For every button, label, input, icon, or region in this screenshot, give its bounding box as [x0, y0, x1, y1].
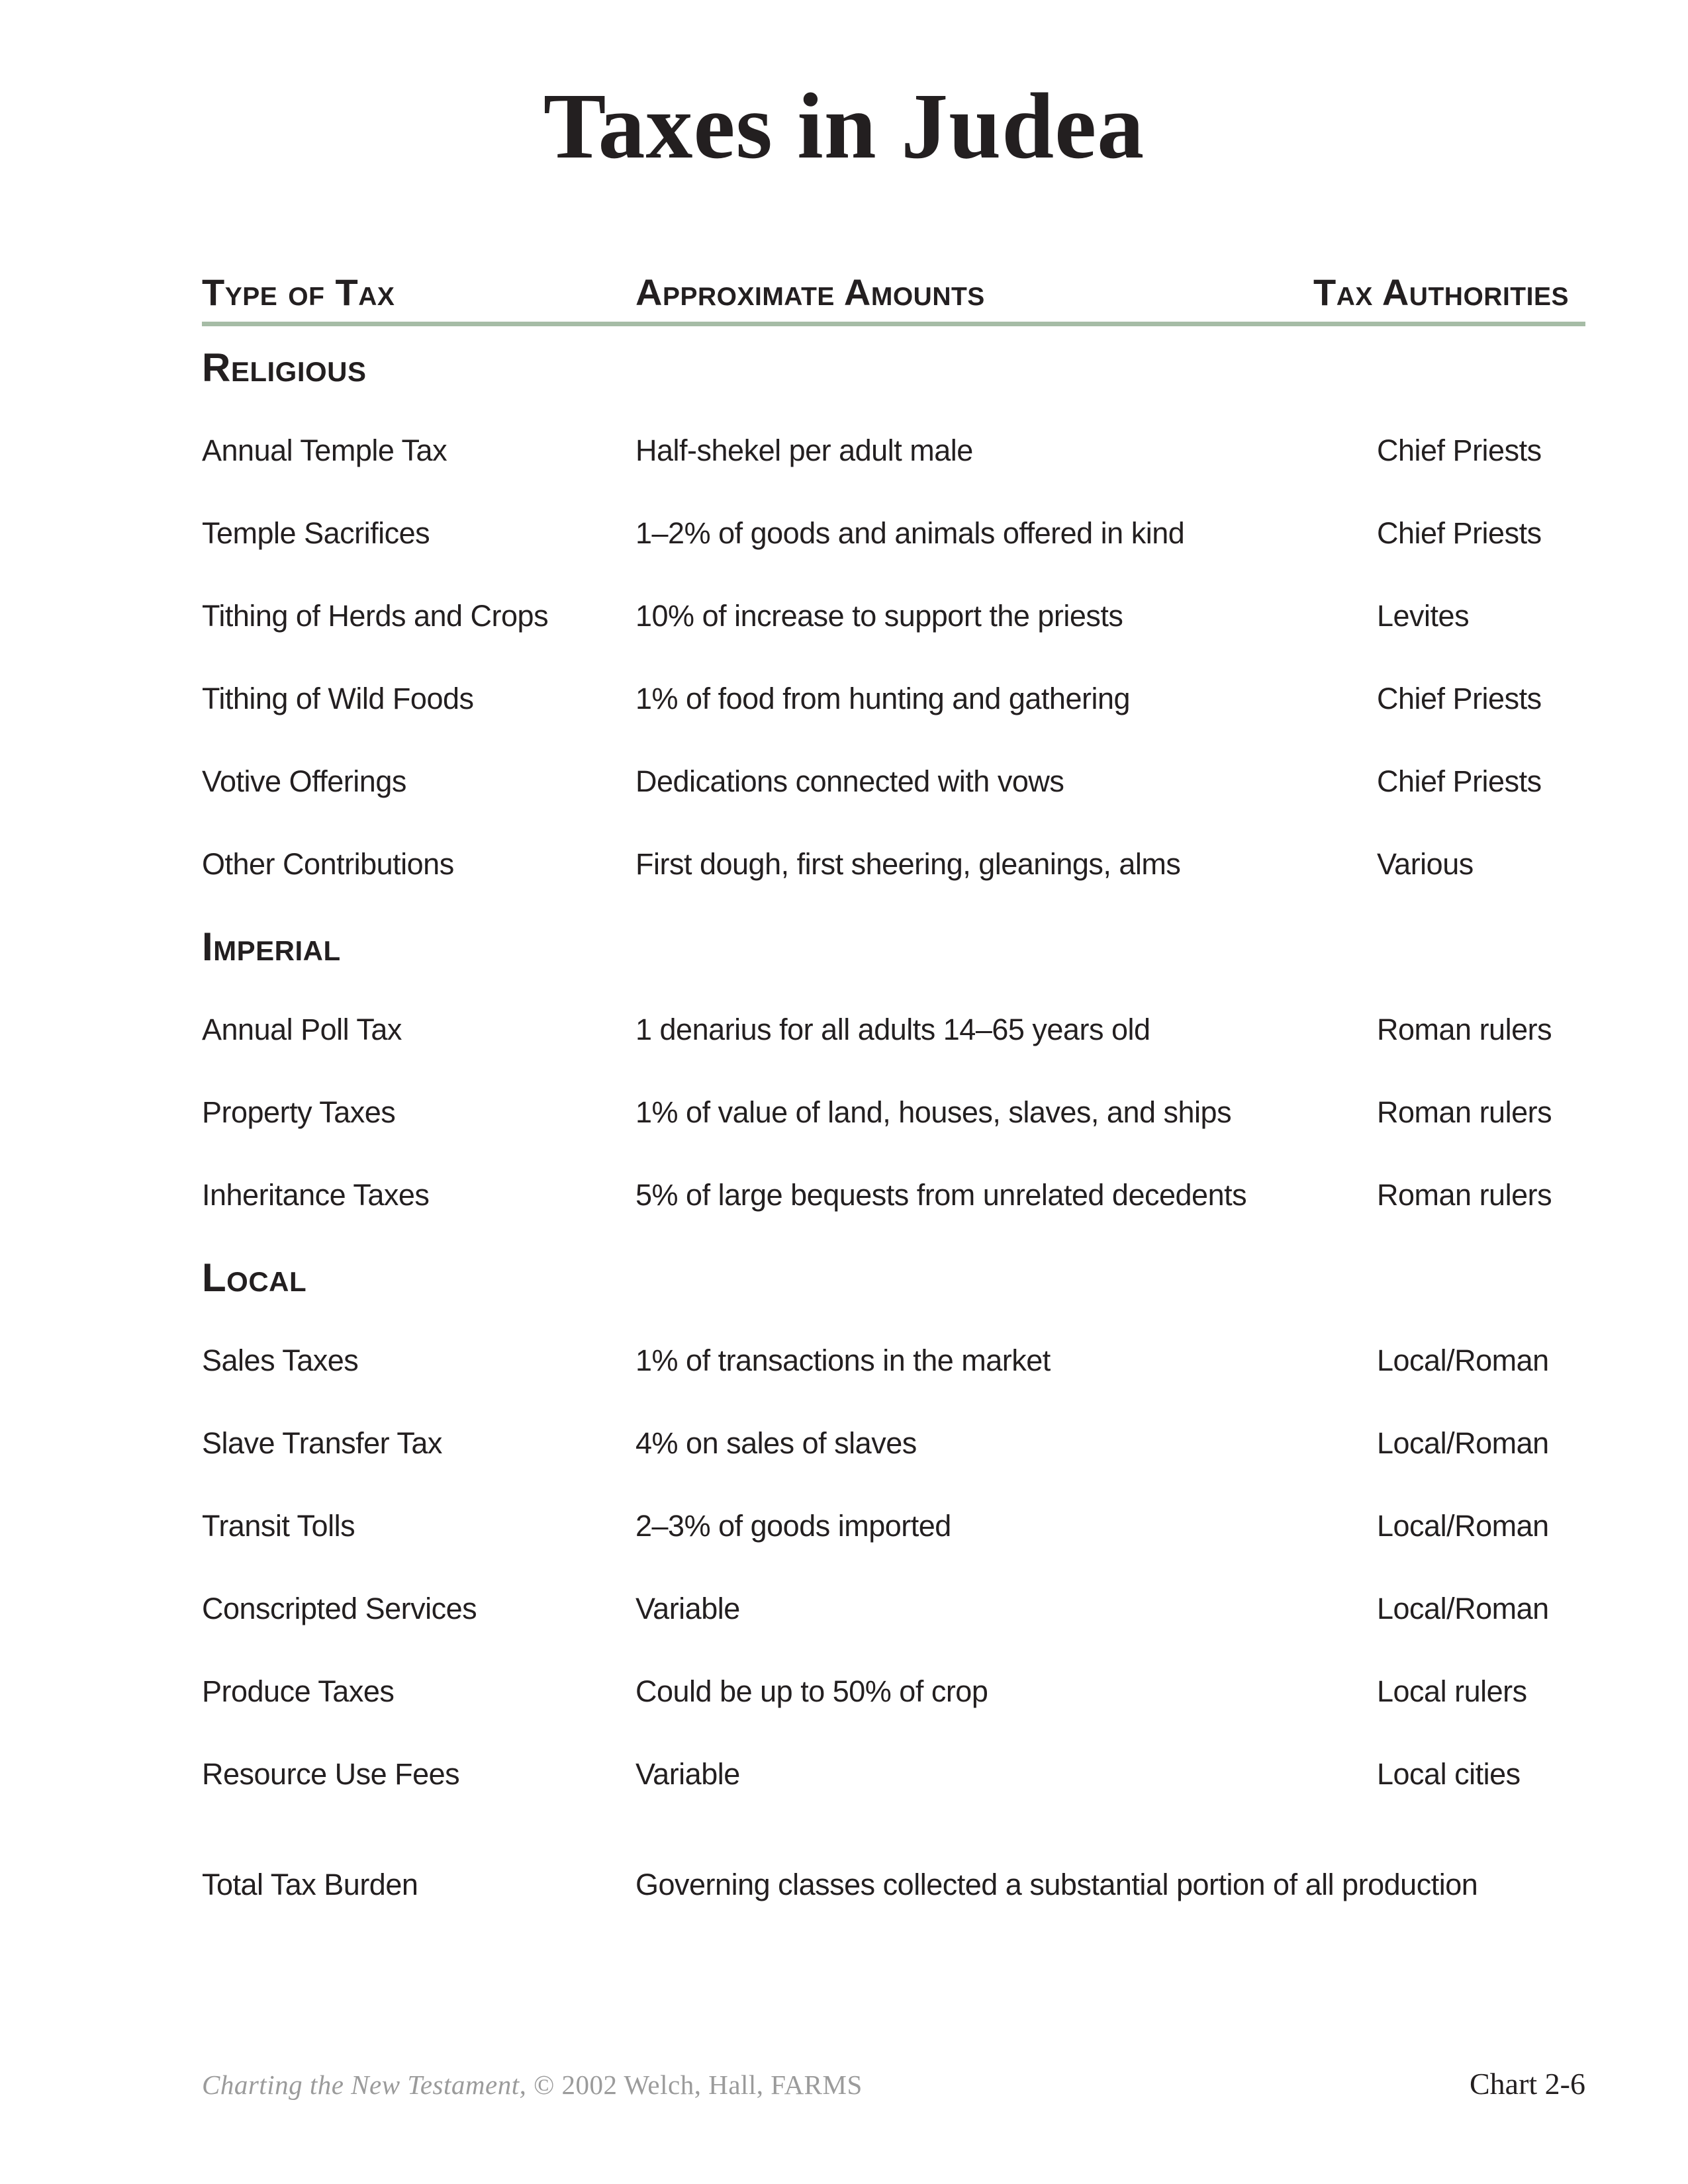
tax-type-cell: Annual Poll Tax [202, 1012, 402, 1046]
amount-cell: 1% of food from hunting and gathering [635, 681, 1131, 715]
authority-cell: Local/Roman [1377, 1426, 1549, 1460]
table-row [202, 1650, 1585, 1733]
authority-cell: Chief Priests [1377, 764, 1542, 798]
authority-cell: Roman rulers [1377, 1177, 1552, 1212]
authority-cell: Chief Priests [1377, 516, 1542, 550]
amount-cell: 1% of value of land, houses, slaves, and ships [635, 1095, 1232, 1129]
amount-cell: Dedications connected with vows [635, 764, 1064, 798]
tax-type-cell: Transit Tolls [202, 1508, 355, 1543]
amount-cell: Half-shekel per adult male [635, 433, 973, 467]
amount-cell: Governing classes collected a substantial portion of all production [635, 1867, 1478, 1901]
chart-number: Chart 2-6 [1469, 2067, 1585, 2101]
tax-type-cell: Produce Taxes [202, 1674, 395, 1708]
amount-cell: Variable [635, 1591, 740, 1625]
amount-cell: Variable [635, 1756, 740, 1791]
total-tax-burden-row [202, 1843, 1585, 1926]
table-row [202, 1484, 1585, 1567]
amount-cell: 10% of increase to support the priests [635, 598, 1123, 633]
tax-type-cell: Sales Taxes [202, 1343, 359, 1377]
source-book-title: Charting the New Testament, [202, 2070, 527, 2100]
authority-cell: Levites [1377, 598, 1470, 633]
amount-cell: 1–2% of goods and animals offered in kind [635, 516, 1185, 550]
authority-cell: Local/Roman [1377, 1508, 1549, 1543]
section-title: Religious [202, 345, 367, 390]
tax-type-cell: Slave Transfer Tax [202, 1426, 442, 1460]
table-row [202, 574, 1585, 657]
section-header-religious [202, 326, 1585, 409]
authority-cell: Local cities [1377, 1756, 1521, 1791]
source-credit [202, 2069, 863, 2101]
table-row [202, 492, 1585, 574]
page-footer [202, 2066, 1585, 2101]
authority-cell: Local/Roman [1377, 1591, 1549, 1625]
tax-type-cell: Other Contributions [202, 846, 454, 881]
table-row [202, 1154, 1585, 1236]
tax-type-cell: Total Tax Burden [202, 1867, 418, 1901]
tax-type-cell: Tithing of Wild Foods [202, 681, 474, 715]
section-title: Local [202, 1255, 307, 1300]
section-header-local [202, 1236, 1585, 1319]
authority-cell: Roman rulers [1377, 1012, 1552, 1046]
tax-type-cell: Tithing of Herds and Crops [202, 598, 549, 633]
header-divider-rule [202, 322, 1585, 326]
amount-cell: 5% of large bequests from unrelated decedents [635, 1177, 1247, 1212]
authority-cell: Local/Roman [1377, 1343, 1549, 1377]
column-header-tax-authorities: Tax Authorities [1313, 271, 1569, 313]
tax-type-cell: Resource Use Fees [202, 1756, 460, 1791]
page-title: Taxes in Judea [543, 73, 1145, 178]
authority-cell: Roman rulers [1377, 1095, 1552, 1129]
amount-cell: 1 denarius for all adults 14–65 years old [635, 1012, 1150, 1046]
amount-cell: 1% of transactions in the market [635, 1343, 1051, 1377]
table-row [202, 740, 1585, 823]
table-row [202, 1319, 1585, 1402]
tax-type-cell: Inheritance Taxes [202, 1177, 430, 1212]
table-row [202, 1071, 1585, 1154]
table-header-row [202, 259, 1585, 322]
column-header-type-of-tax: Type of Tax [202, 271, 395, 313]
authority-cell: Chief Priests [1377, 433, 1542, 467]
table-row [202, 823, 1585, 905]
tax-type-cell: Temple Sacrifices [202, 516, 430, 550]
source-copyright: © 2002 Welch, Hall, FARMS [526, 2070, 863, 2100]
tax-table [202, 259, 1585, 1926]
amount-cell: Could be up to 50% of crop [635, 1674, 988, 1708]
authority-cell: Local rulers [1377, 1674, 1527, 1708]
tax-type-cell: Property Taxes [202, 1095, 396, 1129]
tax-type-cell: Conscripted Services [202, 1591, 477, 1625]
table-row [202, 409, 1585, 492]
authority-cell: Chief Priests [1377, 681, 1542, 715]
tax-type-cell: Annual Temple Tax [202, 433, 447, 467]
amount-cell: 2–3% of goods imported [635, 1508, 951, 1543]
table-row [202, 657, 1585, 740]
table-row [202, 1733, 1585, 1815]
tax-type-cell: Votive Offerings [202, 764, 406, 798]
table-row [202, 1567, 1585, 1650]
column-header-approximate-amounts: Approximate Amounts [635, 271, 985, 313]
section-header-imperial [202, 905, 1585, 988]
authority-cell: Various [1377, 846, 1474, 881]
section-title: Imperial [202, 925, 341, 969]
amount-cell: First dough, first sheering, gleanings, alms [635, 846, 1181, 881]
table-row [202, 1402, 1585, 1484]
table-row [202, 988, 1585, 1071]
amount-cell: 4% on sales of slaves [635, 1426, 917, 1460]
